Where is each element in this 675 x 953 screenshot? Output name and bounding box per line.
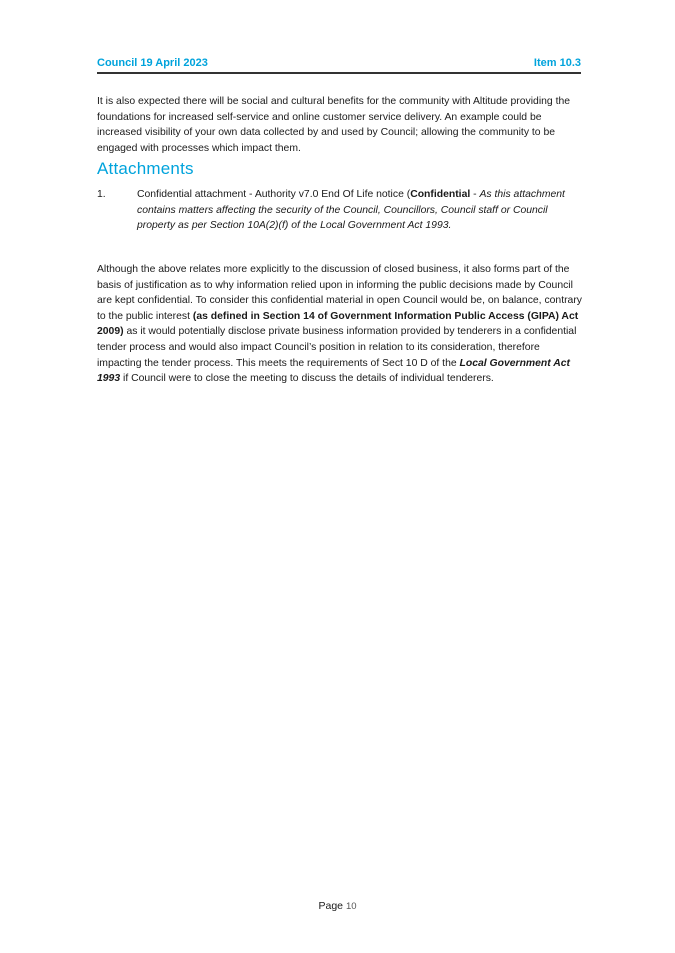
attachments-heading: Attachments xyxy=(97,159,194,178)
attachment-separator: - xyxy=(470,189,480,200)
page-header xyxy=(97,54,581,72)
closing-text-2: as it would potentially disclose private business information provided by tenderers in a confidential tender process and would also impact Council’s position in relation to its consideration, therefore impacting the tender process. This meets the requirements of Sect 10 D of the xyxy=(97,326,577,369)
closing-paragraph xyxy=(97,262,583,387)
intro-paragraph: It is also expected there will be social and cultural benefits for the community with Altitude providing the foundations for increased self-service and online customer service delivery. An example could be increased visibility of your own data collected by and used by Council; allowing the community to be engaged with processes which impact them. xyxy=(97,96,571,154)
attachment-note: As this attachment contains matters affecting the security of the Council, Councillors, Council staff or Council property as per Section 10A(2)(f) of the Local Government Act 1993. xyxy=(137,189,565,232)
lga-reference: Local Government Act 1993 xyxy=(97,357,570,385)
header-rule xyxy=(97,72,581,74)
gipa-reference: (as defined in Section 14 of Government Information Public Access (GIPA) Act 2009) xyxy=(97,310,579,338)
page-label: Page xyxy=(318,900,344,912)
attachment-number: 1. xyxy=(97,189,106,200)
confidential-flag: Confidential xyxy=(410,189,471,200)
page-footer xyxy=(0,900,675,912)
item-number: Item 10.3 xyxy=(533,57,581,69)
meeting-date: Council 19 April 2023 xyxy=(97,57,208,69)
attachment-title: Confidential attachment - Authority v7.0 End Of Life notice ( xyxy=(137,189,411,200)
closing-text-1: Although the above relates more explicitly to the discussion of closed business, it also forms part of the basis of justification as to why information relied upon in informing the public decisions made by Council are kept confidential. To consider this confidential material in open Council would be, on balance, contrary to the public interest xyxy=(97,264,582,322)
closing-text-3: if Council were to close the meeting to discuss the details of individual tenderers. xyxy=(120,373,494,385)
page-number: 10 xyxy=(345,901,357,912)
attachment-text xyxy=(137,187,577,234)
